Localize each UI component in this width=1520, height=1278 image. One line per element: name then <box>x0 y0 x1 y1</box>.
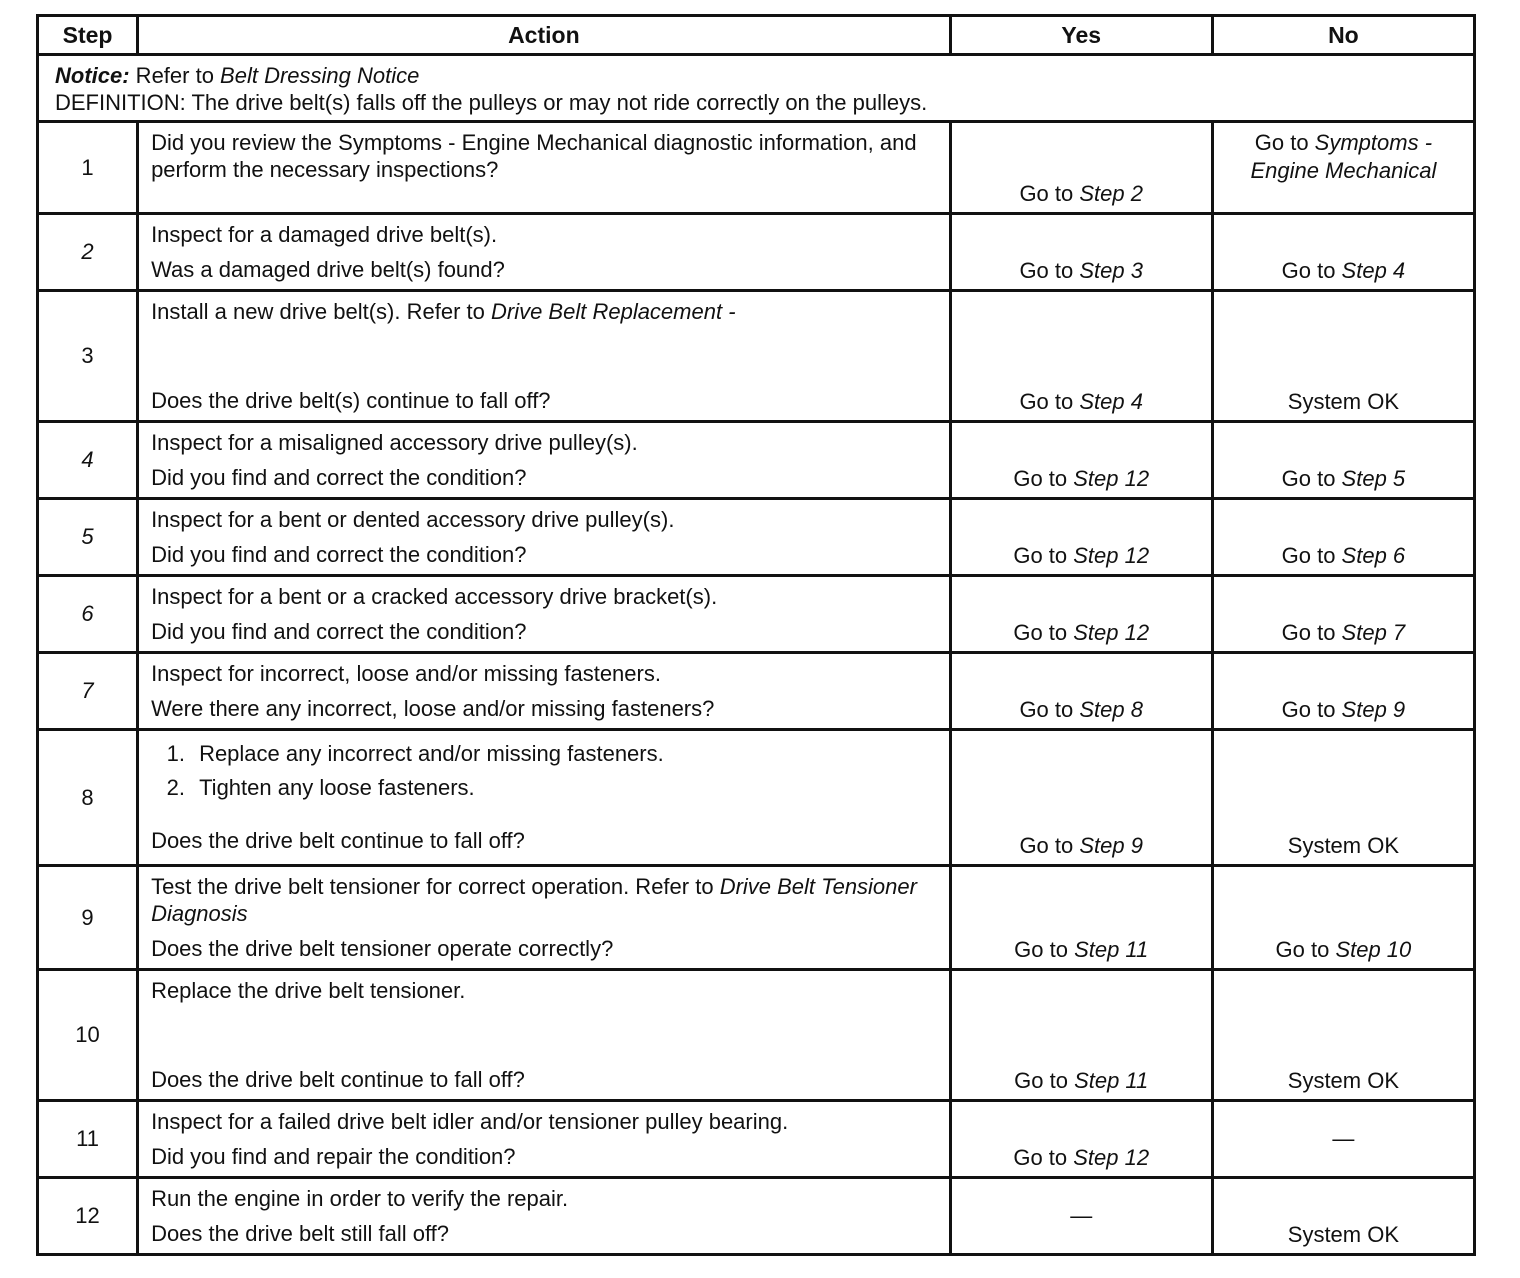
go-to-label: Go to <box>1013 466 1074 491</box>
yes-cell <box>950 730 1212 866</box>
yes-cell <box>950 122 1212 214</box>
step-number: 2 <box>38 214 138 291</box>
action-text <box>151 873 937 927</box>
action-text <box>151 298 937 325</box>
yes-cell: — <box>950 1178 1212 1255</box>
go-to-label: Go to <box>1019 697 1080 722</box>
header-yes: Yes <box>950 16 1212 55</box>
question-text: Does the drive belt tensioner operate correctly? <box>151 936 614 961</box>
question-text: Did you find and repair the condition? <box>151 1144 516 1169</box>
no-cell: — <box>1212 1101 1474 1178</box>
yes-cell <box>950 291 1212 422</box>
table-row <box>38 576 1475 653</box>
definition-text: DEFINITION: The drive belt(s) falls off the pulleys or may not ride correctly on the pulleys. <box>55 90 928 115</box>
notice-cell <box>38 55 1475 122</box>
table-row <box>38 499 1475 576</box>
go-to-label: Go to <box>1013 543 1074 568</box>
step-link[interactable]: Step 10 <box>1335 937 1412 962</box>
notice-row <box>38 55 1475 122</box>
step-link[interactable]: Step 9 <box>1341 697 1406 722</box>
go-to-label: Go to <box>1281 697 1342 722</box>
action-cell <box>138 970 951 1101</box>
action-cell <box>138 653 951 730</box>
go-to-label: Go to <box>1275 937 1336 962</box>
step-link[interactable]: Step 11 <box>1074 937 1149 962</box>
go-to-label: Go to <box>1019 258 1080 283</box>
go-to-label: Go to <box>1019 833 1080 858</box>
step-number: 10 <box>38 970 138 1101</box>
action-cell <box>138 122 951 214</box>
action-text: Inspect for a misaligned accessory drive pulley(s). <box>151 430 638 455</box>
question-text: Did you find and correct the condition? <box>151 619 527 644</box>
go-to-label: Go to <box>1281 466 1342 491</box>
table-row <box>38 866 1475 970</box>
question-text: Does the drive belt continue to fall off? <box>151 1067 525 1092</box>
drive-belt-replacement-link[interactable]: Drive Belt Replacement - <box>490 299 736 324</box>
action-cell <box>138 1178 951 1255</box>
question-text: Were there any incorrect, loose and/or missing fasteners? <box>151 696 715 721</box>
go-to-label: Go to <box>1281 258 1342 283</box>
no-cell <box>1212 214 1474 291</box>
symptoms-link[interactable]: Symptoms - Engine Mechanical <box>1250 130 1437 183</box>
tensioner-diagnosis-link[interactable]: Drive Belt Tensioner Diagnosis <box>151 874 917 926</box>
action-text: Inspect for a failed drive belt idler and/or tensioner pulley bearing. <box>151 1109 789 1134</box>
action-text: Inspect for a damaged drive belt(s). <box>151 222 498 247</box>
action-cell <box>138 576 951 653</box>
table-row <box>38 1101 1475 1178</box>
step-link[interactable]: Step 12 <box>1073 543 1150 568</box>
no-cell <box>1212 122 1474 214</box>
go-to-label: Go to <box>1013 620 1074 645</box>
step-link[interactable]: Step 8 <box>1079 697 1143 722</box>
no-cell: System OK <box>1212 970 1474 1101</box>
table-row <box>38 214 1475 291</box>
question-text: Was a damaged drive belt(s) found? <box>151 257 505 282</box>
step-number: 4 <box>38 422 138 499</box>
table-row <box>38 422 1475 499</box>
step-number: 5 <box>38 499 138 576</box>
step-number: 1 <box>38 122 138 214</box>
diagnostic-table-container <box>36 14 1476 1256</box>
action-text: Inspect for a bent or dented accessory drive pulley(s). <box>151 507 675 532</box>
substep-list <box>151 737 937 805</box>
step-link[interactable]: Step 12 <box>1073 1145 1150 1170</box>
action-text: Did you review the Symptoms - Engine Mechanical diagnostic information, and perform the necessary inspections? <box>151 130 917 182</box>
table-row <box>38 291 1475 422</box>
yes-cell <box>950 970 1212 1101</box>
notice-label: Notice: <box>55 63 130 88</box>
step-link[interactable]: Step 2 <box>1079 181 1143 206</box>
question-text: Does the drive belt continue to fall off? <box>151 828 525 853</box>
header-step: Step <box>38 16 138 55</box>
step-link[interactable]: Step 12 <box>1073 466 1150 491</box>
yes-cell <box>950 576 1212 653</box>
step-number: 9 <box>38 866 138 970</box>
action-cell <box>138 291 951 422</box>
go-to-label: Go to <box>1014 937 1075 962</box>
step-number: 11 <box>38 1101 138 1178</box>
yes-cell <box>950 1101 1212 1178</box>
action-cell <box>138 1101 951 1178</box>
notice-text: Refer to <box>129 63 221 88</box>
step-number: 3 <box>38 291 138 422</box>
substep-item: 1. Replace any incorrect and/or missing fasteners. <box>191 737 937 771</box>
question-text: Does the drive belt still fall off? <box>151 1221 450 1246</box>
step-number: 8 <box>38 730 138 866</box>
table-row <box>38 730 1475 866</box>
action-cell <box>138 499 951 576</box>
table-row <box>38 653 1475 730</box>
action-text: Inspect for a bent or a cracked accessory drive bracket(s). <box>151 584 718 609</box>
step-link[interactable]: Step 5 <box>1341 466 1406 491</box>
step-link[interactable]: Step 3 <box>1079 258 1143 283</box>
action-text: Replace the drive belt tensioner. <box>151 978 466 1003</box>
go-to-label: Go to <box>1281 543 1342 568</box>
action-cell <box>138 422 951 499</box>
go-to-label: Go to <box>1254 130 1315 155</box>
action-text: Inspect for incorrect, loose and/or missing fasteners. <box>151 661 661 686</box>
substep-item: 2. Tighten any loose fasteners. <box>191 771 937 805</box>
action-lead: Test the drive belt tensioner for correct operation. Refer to <box>151 874 720 899</box>
header-action: Action <box>138 16 951 55</box>
no-cell <box>1212 576 1474 653</box>
notice-ref: Belt Dressing Notice <box>220 63 420 88</box>
go-to-label: Go to <box>1014 1068 1075 1093</box>
table-row <box>38 1178 1475 1255</box>
yes-cell <box>950 422 1212 499</box>
header-row <box>38 16 1475 55</box>
step-link[interactable]: Step 12 <box>1073 620 1150 645</box>
go-to-label: Go to <box>1019 181 1080 206</box>
no-cell: System OK <box>1212 291 1474 422</box>
yes-cell <box>950 653 1212 730</box>
action-cell <box>138 730 951 866</box>
table-row <box>38 122 1475 214</box>
no-cell: System OK <box>1212 730 1474 866</box>
question-text: Does the drive belt(s) continue to fall off? <box>151 388 551 413</box>
table-row <box>38 970 1475 1101</box>
action-cell <box>138 866 951 970</box>
go-to-label: Go to <box>1281 620 1342 645</box>
step-link[interactable]: Step 7 <box>1341 620 1406 645</box>
action-cell <box>138 214 951 291</box>
no-cell <box>1212 499 1474 576</box>
step-number: 6 <box>38 576 138 653</box>
step-link[interactable]: Step 4 <box>1079 389 1143 414</box>
go-to-label: Go to <box>1019 389 1080 414</box>
step-link[interactable]: Step 4 <box>1341 258 1406 283</box>
header-no: No <box>1212 16 1474 55</box>
action-text: Run the engine in order to verify the repair. <box>151 1186 569 1211</box>
yes-cell <box>950 866 1212 970</box>
go-to-label: Go to <box>1013 1145 1074 1170</box>
step-link[interactable]: Step 6 <box>1341 543 1406 568</box>
no-cell <box>1212 653 1474 730</box>
no-cell <box>1212 866 1474 970</box>
yes-cell <box>950 214 1212 291</box>
action-lead: Install a new drive belt(s). Refer to <box>151 299 491 324</box>
yes-cell <box>950 499 1212 576</box>
no-cell: System OK <box>1212 1178 1474 1255</box>
step-number: 7 <box>38 653 138 730</box>
notice-line <box>55 62 1457 89</box>
step-number: 12 <box>38 1178 138 1255</box>
no-cell <box>1212 422 1474 499</box>
question-text: Did you find and correct the condition? <box>151 465 527 490</box>
step-link[interactable]: Step 9 <box>1079 833 1143 858</box>
diagnostic-table <box>36 14 1476 1256</box>
step-link[interactable]: Step 11 <box>1074 1068 1149 1093</box>
question-text: Did you find and correct the condition? <box>151 542 527 567</box>
